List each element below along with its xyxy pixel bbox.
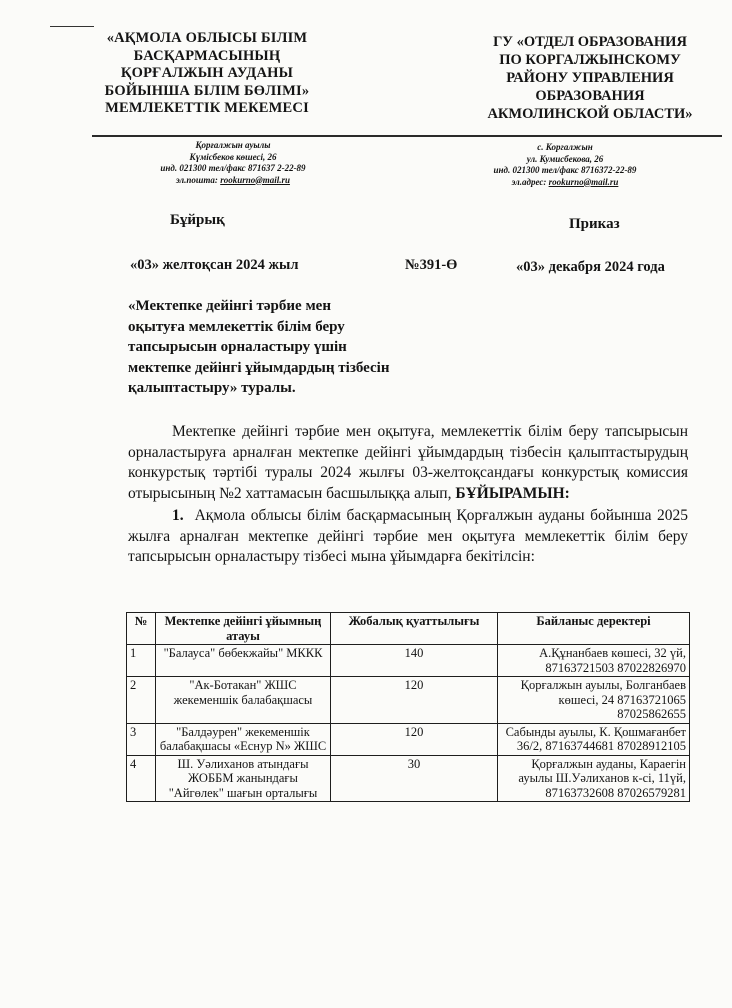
org-name: "Балауса" бөбекжайы" МККК (156, 645, 331, 677)
title-line: қалыптастыру» туралы. (128, 380, 296, 396)
ru-email-line (450, 177, 680, 189)
col-capacity-header: Жобалық қуаттылығы (331, 613, 498, 645)
organizations-table (126, 612, 690, 802)
org-name: "Ак-Ботакан" ЖШС жекеменшік балабақшасы (156, 677, 331, 724)
col-number-header: № (127, 613, 156, 645)
header-kk-line: МЕМЛЕКЕТТІК МЕКЕМЕСІ (105, 100, 309, 116)
kk-address-line: Күмісбеков көшесі, 26 (189, 151, 277, 162)
russian-address-block (450, 142, 680, 188)
org-capacity: 120 (331, 677, 498, 724)
header-divider (92, 135, 722, 137)
header-kk-line: ҚОРҒАЛЖЫН АУДАНЫ (120, 65, 294, 81)
kk-address-line: инд. 021300 тел/факс 871637 2-22-89 (160, 163, 306, 173)
org-contact: Сабынды ауылы, К. Қошмағанбет 36/2, 87163744681 87028912105 (498, 723, 690, 755)
intro-paragraph (128, 422, 688, 504)
table-row (127, 755, 690, 802)
header-ru-line: АКМОЛИНСКОЙ ОБЛАСТИ» (487, 106, 693, 122)
row-number: 1 (127, 645, 156, 677)
header-russian-organization (470, 33, 710, 123)
order-label-kazakh: Бұйрық (170, 212, 225, 228)
org-name: "Балдәурен" жекеменшік балабақшасы «Еснур N» ЖШС (156, 723, 331, 755)
org-capacity: 140 (331, 645, 498, 677)
ru-email-label: эл.адрес: (511, 176, 549, 187)
title-line: тапсырысын орналастыру үшін (128, 339, 347, 355)
order-number: №391-Ө (405, 257, 458, 273)
ru-email-link[interactable]: rookurno@mail.ru (548, 176, 619, 187)
org-contact: Қорғалжын ауданы, Караегін ауылы Ш.Уәлиханов к-сі, 11үй, 87163732608 87026579281 (498, 755, 690, 802)
command-word: БҰЙЫРАМЫН: (455, 484, 570, 502)
table-header-row (127, 613, 690, 645)
item-text: Ақмола облысы білім басқармасының Қорғалжын ауданы бойынша 2025 жылға арналған мектепке дейінгі тәрбие мен оқытуға мемлекеттік білім беру тапсырысын орналастыру тізбесі мына ұйымдарға бекітілсін: (128, 507, 689, 565)
item-number: 1. (172, 507, 184, 524)
kk-email-line (118, 175, 348, 187)
header-kk-line: БАСҚАРМАСЫНЫҢ (133, 47, 281, 64)
table-row (127, 645, 690, 677)
header-ru-line: ПО КОРГАЛЖЫНСКОМУ (499, 52, 681, 68)
kk-address-line: Қорғалжын ауылы (195, 140, 271, 150)
ru-address-line: с. Коргалжын (537, 142, 593, 152)
org-capacity: 30 (331, 755, 498, 802)
order-label-russian: Приказ (569, 216, 620, 232)
header-ru-line: ГУ «ОТДЕЛ ОБРАЗОВАНИЯ (493, 34, 687, 50)
order-title (128, 296, 448, 399)
order-date-kazakh: «03» желтоқсан 2024 жыл (130, 257, 299, 273)
title-line: «Мектепке дейінгі тәрбие мен (128, 298, 331, 314)
col-name-header: Мектепке дейінгі ұйымның атауы (156, 613, 331, 645)
header-ru-line: РАЙОНУ УПРАВЛЕНИЯ (506, 70, 674, 86)
kk-email-link[interactable]: rookurno@mail.ru (220, 174, 290, 185)
table-row (127, 677, 690, 724)
ru-address-line: ул. Кумисбекова, 26 (526, 153, 604, 164)
table-row (127, 723, 690, 755)
kk-email-label: эл.пошта: (176, 174, 221, 185)
row-number: 2 (127, 677, 156, 724)
order-date-russian: «03» декабря 2024 года (516, 259, 665, 275)
org-contact: Қорғалжын ауылы, Болганбаев көшесі, 24 87163721065 87025862655 (498, 677, 690, 724)
org-name: Ш. Уәлиханов атындағы ЖОББМ жанындағы "Айгөлек" шағын орталығы (156, 755, 331, 802)
kazakh-address-block (118, 140, 348, 186)
header-ru-line: ОБРАЗОВАНИЯ (535, 88, 645, 104)
ru-address-line: инд. 021300 тел/факс 8716372-22-89 (493, 165, 637, 175)
title-line: оқытуға мемлекеттік білім беру (128, 318, 345, 335)
org-capacity: 120 (331, 723, 498, 755)
col-contact-header: Байланыс деректері (498, 613, 690, 645)
item-1-paragraph (128, 506, 688, 568)
title-line: мектепке дейінгі ұйымдардың тізбесін (128, 359, 390, 376)
header-kazakh-organization (92, 30, 322, 118)
row-number: 3 (127, 723, 156, 755)
corner-mark (50, 26, 94, 27)
header-kk-line: БОЙЫНША БІЛІМ БӨЛІМІ» (104, 82, 310, 99)
org-contact: А.Құнанбаев көшесі, 32 үй, 87163721503 87022826970 (498, 645, 690, 677)
row-number: 4 (127, 755, 156, 802)
intro-text: Мектепке дейінгі тәрбие мен оқытуға, мемлекеттік білім беру тапсырысын орналастыруға арналған мектепке дейінгі ұйымдардың тізбесін қалыптастырудың конкурстық тәртібі туралы 2024 жылғы 03-желтоқсандағы конкурстық комиссия отырысының №2 хаттамасын басшылыққа алып, (128, 423, 688, 502)
header-kk-line: «АҚМОЛА ОБЛЫСЫ БІЛІМ (106, 30, 308, 46)
order-body (128, 422, 688, 568)
